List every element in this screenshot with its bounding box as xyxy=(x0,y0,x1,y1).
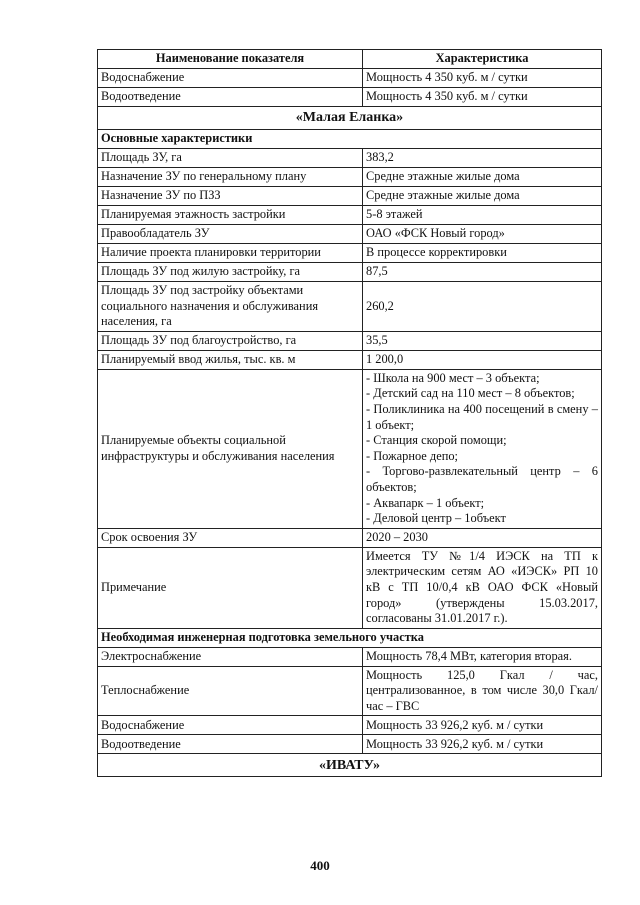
table-row-note xyxy=(98,547,602,628)
table-row xyxy=(98,168,602,187)
characteristics-table xyxy=(97,49,602,777)
basic-characteristics-title: Основные характеристики xyxy=(98,130,602,149)
row-name: Назначение ЗУ по ПЗЗ xyxy=(98,187,363,206)
table-row xyxy=(98,149,602,168)
row-name: Правообладатель ЗУ xyxy=(98,225,363,244)
row-value: ОАО «ФСК Новый город» xyxy=(363,225,602,244)
table-row-social-infrastructure xyxy=(98,369,602,528)
table-row xyxy=(98,88,602,107)
row-value: Мощность 33 926,2 куб. м / сутки xyxy=(363,716,602,735)
table-row xyxy=(98,350,602,369)
list-item: - Деловой центр – 1объект xyxy=(366,511,506,526)
section-row xyxy=(98,107,602,130)
subsection-row xyxy=(98,130,602,149)
table-row xyxy=(98,647,602,666)
row-name: Наличие проекта планировки территории xyxy=(98,244,363,263)
engineering-preparation-title: Необходимая инженерная подготовка земельного участка xyxy=(98,628,602,647)
list-item: - Детский сад на 110 мест – 8 объектов; xyxy=(366,386,575,401)
table-row xyxy=(98,282,602,332)
table-row xyxy=(98,263,602,282)
row-name: Площадь ЗУ, га xyxy=(98,149,363,168)
social-items-list xyxy=(363,369,602,528)
header-characteristic: Характеристика xyxy=(363,50,602,69)
header-indicator-name: Наименование показателя xyxy=(98,50,363,69)
row-value: Средне этажные жилые дома xyxy=(363,187,602,206)
row-value: 383,2 xyxy=(363,149,602,168)
note-text: Имеется ТУ №1/4 ИЭСК на ТП к электрическим сетям АО «ИЭСК» РП 10 кВ с ТП 10/0,4 кВ ОАО ФСК «Новый город» (утверждены 15.03.2017, согласованы 31.01.2017 г.). xyxy=(363,547,602,628)
row-value: Средне этажные жилые дома xyxy=(363,168,602,187)
row-name: Теплоснабжение xyxy=(98,666,363,716)
table-row xyxy=(98,666,602,716)
row-value: В процессе корректировки xyxy=(363,244,602,263)
table-row xyxy=(98,187,602,206)
table-row xyxy=(98,206,602,225)
list-item: - Школа на 900 мест – 3 объекта; xyxy=(366,370,540,385)
table-row xyxy=(98,735,602,754)
row-name: Площадь ЗУ под благоустройство, га xyxy=(98,331,363,350)
table-row xyxy=(98,244,602,263)
row-value: 1 200,0 xyxy=(363,350,602,369)
section-title-ivatu: «ИВАТУ» xyxy=(98,754,602,777)
row-name: Планируемые объекты социальной инфраструктуры и обслуживания населения xyxy=(98,369,363,528)
table-row xyxy=(98,69,602,88)
row-value: 260,2 xyxy=(363,282,602,332)
page-number: 400 xyxy=(310,858,330,873)
document-page xyxy=(97,49,601,777)
row-value: 2020 – 2030 xyxy=(363,528,602,547)
section-row xyxy=(98,754,602,777)
subsection-row xyxy=(98,628,602,647)
table-row xyxy=(98,716,602,735)
list-item: - Пожарное депо; xyxy=(366,448,458,463)
table-header-row xyxy=(98,50,602,69)
section-title-malaya-elanka: «Малая Еланка» xyxy=(98,107,602,130)
row-name: Площадь ЗУ под застройку объектами социального назначения и обслуживания населения, га xyxy=(98,282,363,332)
row-value: 35,5 xyxy=(363,331,602,350)
list-item: - Торгово-развлекательный центр – 6 объектов; xyxy=(366,464,598,494)
row-name: Водоотведение xyxy=(98,88,363,107)
table-row xyxy=(98,225,602,244)
row-value: Мощность 125,0 Гкал / час, централизованное, в том числе 30,0 Гкал/час – ГВС xyxy=(363,666,602,716)
list-item: - Аквапарк – 1 объект; xyxy=(366,495,485,510)
row-name: Планируемый ввод жилья, тыс. кв. м xyxy=(98,350,363,369)
row-name: Водоснабжение xyxy=(98,69,363,88)
row-value: Мощность 4 350 куб. м / сутки xyxy=(363,69,602,88)
row-name: Площадь ЗУ под жилую застройку, га xyxy=(98,263,363,282)
row-value: Мощность 4 350 куб. м / сутки xyxy=(363,88,602,107)
row-name: Электроснабжение xyxy=(98,647,363,666)
row-value: Мощность 78,4 МВт, категория вторая. xyxy=(363,647,602,666)
row-value: 5-8 этажей xyxy=(363,206,602,225)
row-value: 87,5 xyxy=(363,263,602,282)
list-item: - Станция скорой помощи; xyxy=(366,433,507,448)
row-value: Мощность 33 926,2 куб. м / сутки xyxy=(363,735,602,754)
table-row xyxy=(98,331,602,350)
row-name: Водоснабжение xyxy=(98,716,363,735)
list-item: - Поликлиника на 400 посещений в смену – 1 объект; xyxy=(366,401,598,432)
row-name: Назначение ЗУ по генеральному плану xyxy=(98,168,363,187)
row-name: Водоотведение xyxy=(98,735,363,754)
row-name: Планируемая этажность застройки xyxy=(98,206,363,225)
table-row xyxy=(98,528,602,547)
row-name: Срок освоения ЗУ xyxy=(98,528,363,547)
row-name: Примечание xyxy=(98,547,363,628)
